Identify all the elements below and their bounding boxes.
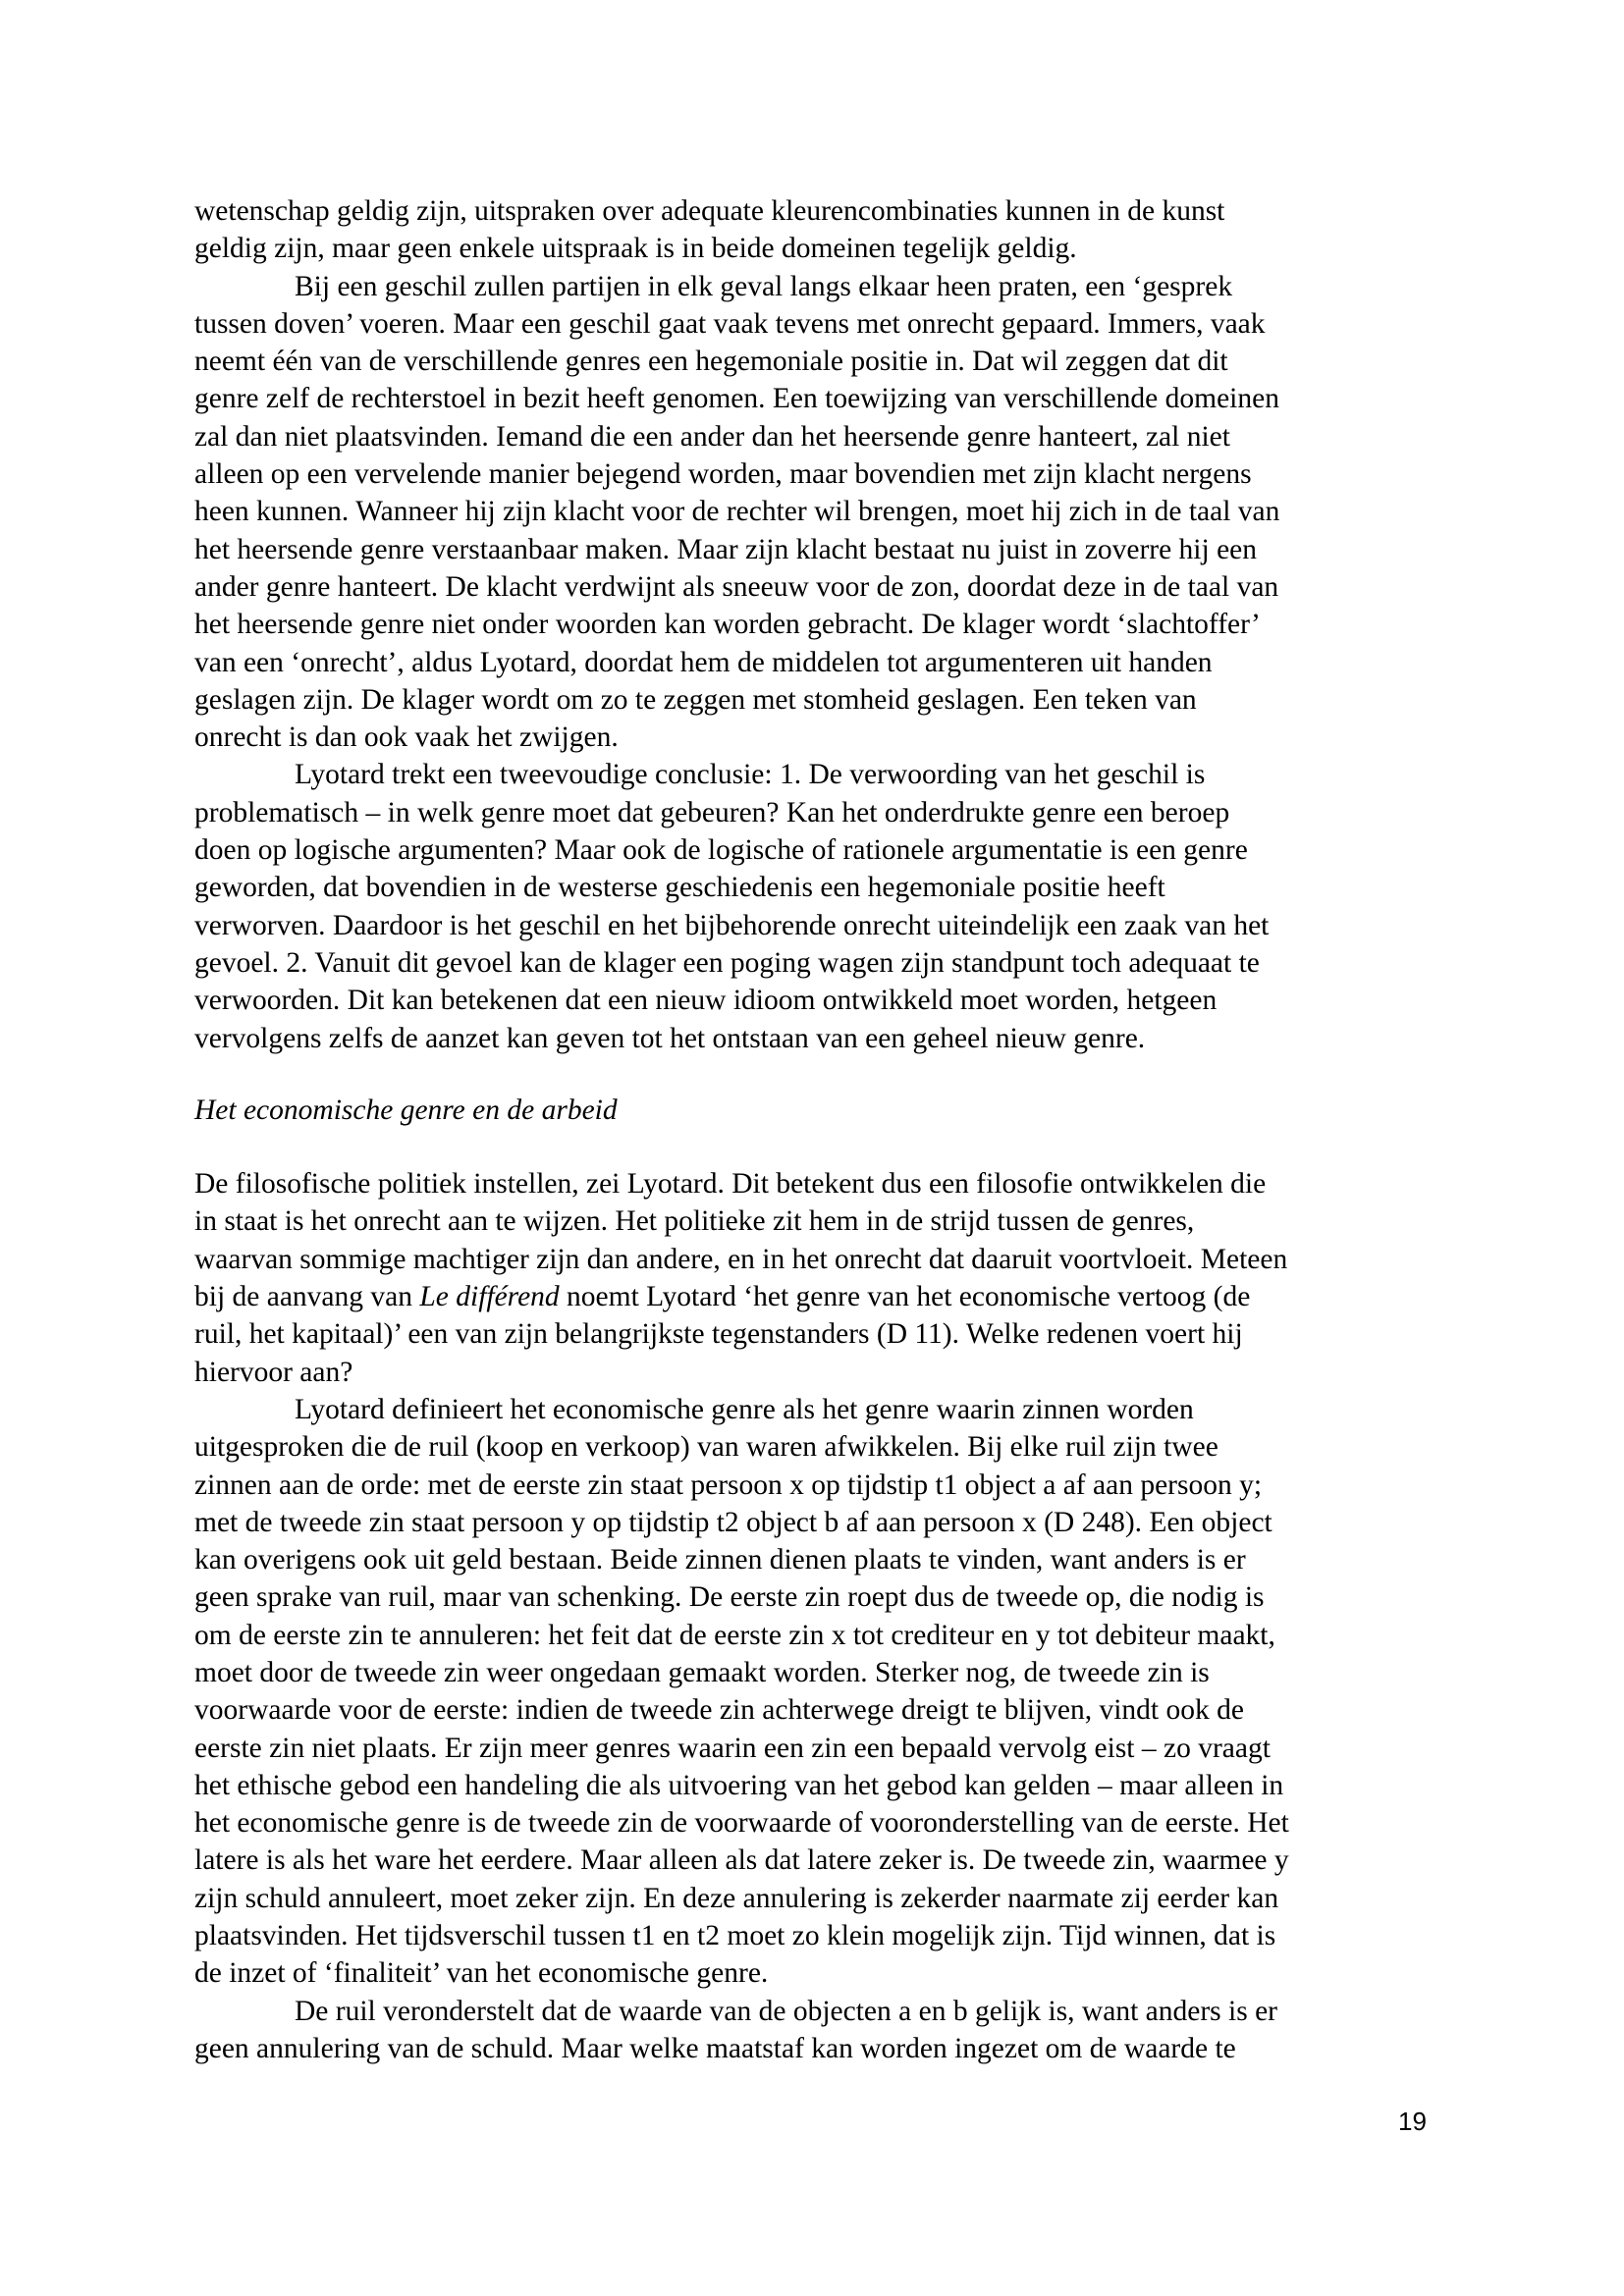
book-title: Le différend — [419, 1281, 560, 1313]
text-line: wetenschap geldig zijn, uitspraken over adequate kleurencombinaties kunnen in de kunst — [194, 195, 1225, 227]
text-line: voorwaarde voor de eerste: indien de tweede zin achterwege dreigt te blijven, vindt ook de — [194, 1694, 1244, 1727]
text-line: het heersende genre niet onder woorden kan worden gebracht. De klager wordt ‘slachtoffer’ — [194, 609, 1261, 641]
text-line: om de eerste zin te annuleren: het feit dat de eerste zin x tot crediteur en y tot debiteur maakt, — [194, 1619, 1275, 1651]
text-line: zijn schuld annuleert, moet zeker zijn. En deze annulering is zekerder naarmate zij eerder kan — [194, 1882, 1279, 1914]
text-fragment: bij de aanvang van — [194, 1281, 420, 1313]
spacer — [194, 1057, 1434, 1092]
text-line: eerste zin niet plaats. Er zijn meer genres waarin een zin een bepaald vervolg eist – zo vraagt — [194, 1732, 1271, 1764]
paragraph-5 — [194, 1391, 1434, 1993]
text-line: Lyotard definieert het economische genre als het genre waarin zinnen worden — [295, 1393, 1194, 1425]
text-line: Bij een geschil zullen partijen in elk geval langs elkaar heen praten, een ‘gesprek — [295, 270, 1233, 302]
text-line: het ethische gebod een handeling die als uitvoering van het gebod kan gelden – maar alleen in — [194, 1769, 1284, 1801]
text-fragment: noemt Lyotard ‘het genre van het economische vertoog (de — [559, 1281, 1251, 1313]
text-line: de inzet of ‘finaliteit’ van het economische genre. — [194, 1957, 769, 1990]
text-line: latere is als het ware het eerdere. Maar alleen als dat latere zeker is. De tweede zin, waarmee y — [194, 1844, 1289, 1877]
text-line: het heersende genre verstaanbaar maken. Maar zijn klacht bestaat nu juist in zoverre hij een — [194, 533, 1258, 565]
text-line: kan overigens ook uit geld bestaan. Beide zinnen dienen plaats te vinden, want anders is er — [194, 1544, 1246, 1576]
text-line: uitgesproken die de ruil (koop en verkoop) van waren afwikkelen. Bij elke ruil zijn twee — [194, 1431, 1218, 1464]
text-line: in staat is het onrecht aan te wijzen. Het politieke zit hem in de strijd tussen de genres, — [194, 1205, 1195, 1238]
paragraph-2 — [194, 268, 1434, 757]
text-line: geldig zijn, maar geen enkele uitspraak is in beide domeinen tegelijk geldig. — [194, 233, 1077, 265]
text-line: geslagen zijn. De klager wordt om zo te zeggen met stomheid geslagen. Een teken van — [194, 683, 1197, 716]
text-line: zinnen aan de orde: met de eerste zin staat persoon x op tijdstip t1 object a af aan persoon y; — [194, 1468, 1263, 1501]
text-line: met de tweede zin staat persoon y op tijdstip t2 object b af aan persoon x (D 248). Een object — [194, 1506, 1272, 1538]
text-line — [194, 1278, 1434, 1315]
paragraph-1 — [194, 192, 1434, 268]
text-line: onrecht is dan ook vaak het zwijgen. — [194, 721, 619, 754]
text-line: problematisch – in welk genre moet dat gebeuren? Kan het onderdrukte genre een beroep — [194, 796, 1230, 828]
spacer — [194, 1129, 1434, 1165]
paragraph-6 — [194, 1993, 1434, 2068]
text-line: verworven. Daardoor is het geschil en het bijbehorende onrecht uiteindelijk een zaak van het — [194, 909, 1270, 941]
page-body — [194, 192, 1434, 2067]
text-line: neemt één van de verschillende genres een hegemoniale positie in. Dat wil zeggen dat dit — [194, 346, 1228, 378]
text-line: ruil, het kapitaal)’ een van zijn belangrijkste tegenstanders (D 11). Welke redenen voert hij — [194, 1318, 1243, 1351]
paragraph-3 — [194, 756, 1434, 1056]
text-line: geen sprake van ruil, maar van schenking. De eerste zin roept dus de tweede op, die nodig is — [194, 1581, 1265, 1614]
text-line: moet door de tweede zin weer ongedaan gemaakt worden. Sterker nog, de tweede zin is — [194, 1656, 1210, 1688]
text-line: alleen op een vervelende manier bejegend worden, maar bovendien met zijn klacht nergens — [194, 458, 1252, 491]
text-line: tussen doven’ voeren. Maar een geschil gaat vaak tevens met onrecht gepaard. Immers, vaak — [194, 307, 1266, 340]
text-line: Lyotard trekt een tweevoudige conclusie: 1. De verwoording van het geschil is — [295, 759, 1206, 791]
text-line: van een ‘onrecht’, aldus Lyotard, doordat hem de middelen tot argumenteren uit handen — [194, 646, 1213, 678]
text-line: ander genre hanteert. De klacht verdwijnt als sneeuw voor de zon, doordat deze in de taal van — [194, 570, 1279, 603]
section-heading: Het economische genre en de arbeid — [194, 1094, 618, 1126]
text-line: hiervoor aan? — [194, 1356, 353, 1388]
text-line: het economische genre is de tweede zin de voorwaarde of vooronderstelling van de eerste. Het — [194, 1807, 1289, 1840]
text-line: zal dan niet plaatsvinden. Iemand die een ander dan het heersende genre hanteert, zal niet — [194, 420, 1230, 453]
text-line: verwoorden. Dit kan betekenen dat een nieuw idioom ontwikkeld moet worden, hetgeen — [194, 985, 1218, 1017]
text-line: geworden, dat bovendien in de westerse geschiedenis een hegemoniale positie heeft — [194, 872, 1165, 904]
text-line: De ruil veronderstelt dat de waarde van de objecten a en b gelijk is, want anders is er — [295, 1995, 1277, 2027]
text-line: waarvan sommige machtiger zijn dan andere, en in het onrecht dat daaruit voortvloeit. Meteen — [194, 1243, 1288, 1275]
text-line: De filosofische politiek instellen, zei Lyotard. Dit betekent dus een filosofie ontwikkelen die — [194, 1168, 1267, 1201]
text-line: gevoel. 2. Vanuit dit gevoel kan de klager een poging wagen zijn standpunt toch adequaat te — [194, 946, 1260, 979]
text-line: genre zelf de rechterstoel in bezit heeft genomen. Een toewijzing van verschillende domeinen — [194, 383, 1279, 415]
text-line: doen op logische argumenten? Maar ook de logische of rationele argumentatie is een genre — [194, 834, 1248, 867]
text-line: geen annulering van de schuld. Maar welke maatstaf kan worden ingezet om de waarde te — [194, 2032, 1236, 2064]
paragraph-4 — [194, 1165, 1434, 1391]
text-line: vervolgens zelfs de aanzet kan geven tot het ontstaan van een geheel nieuw genre. — [194, 1022, 1146, 1054]
text-line: plaatsvinden. Het tijdsverschil tussen t1 en t2 moet zo klein mogelijk zijn. Tijd winnen, dat is — [194, 1920, 1276, 1952]
page-number: 19 — [1398, 2107, 1427, 2136]
text-line: heen kunnen. Wanneer hij zijn klacht voor de rechter wil brengen, moet hij zich in de taal van — [194, 496, 1280, 528]
